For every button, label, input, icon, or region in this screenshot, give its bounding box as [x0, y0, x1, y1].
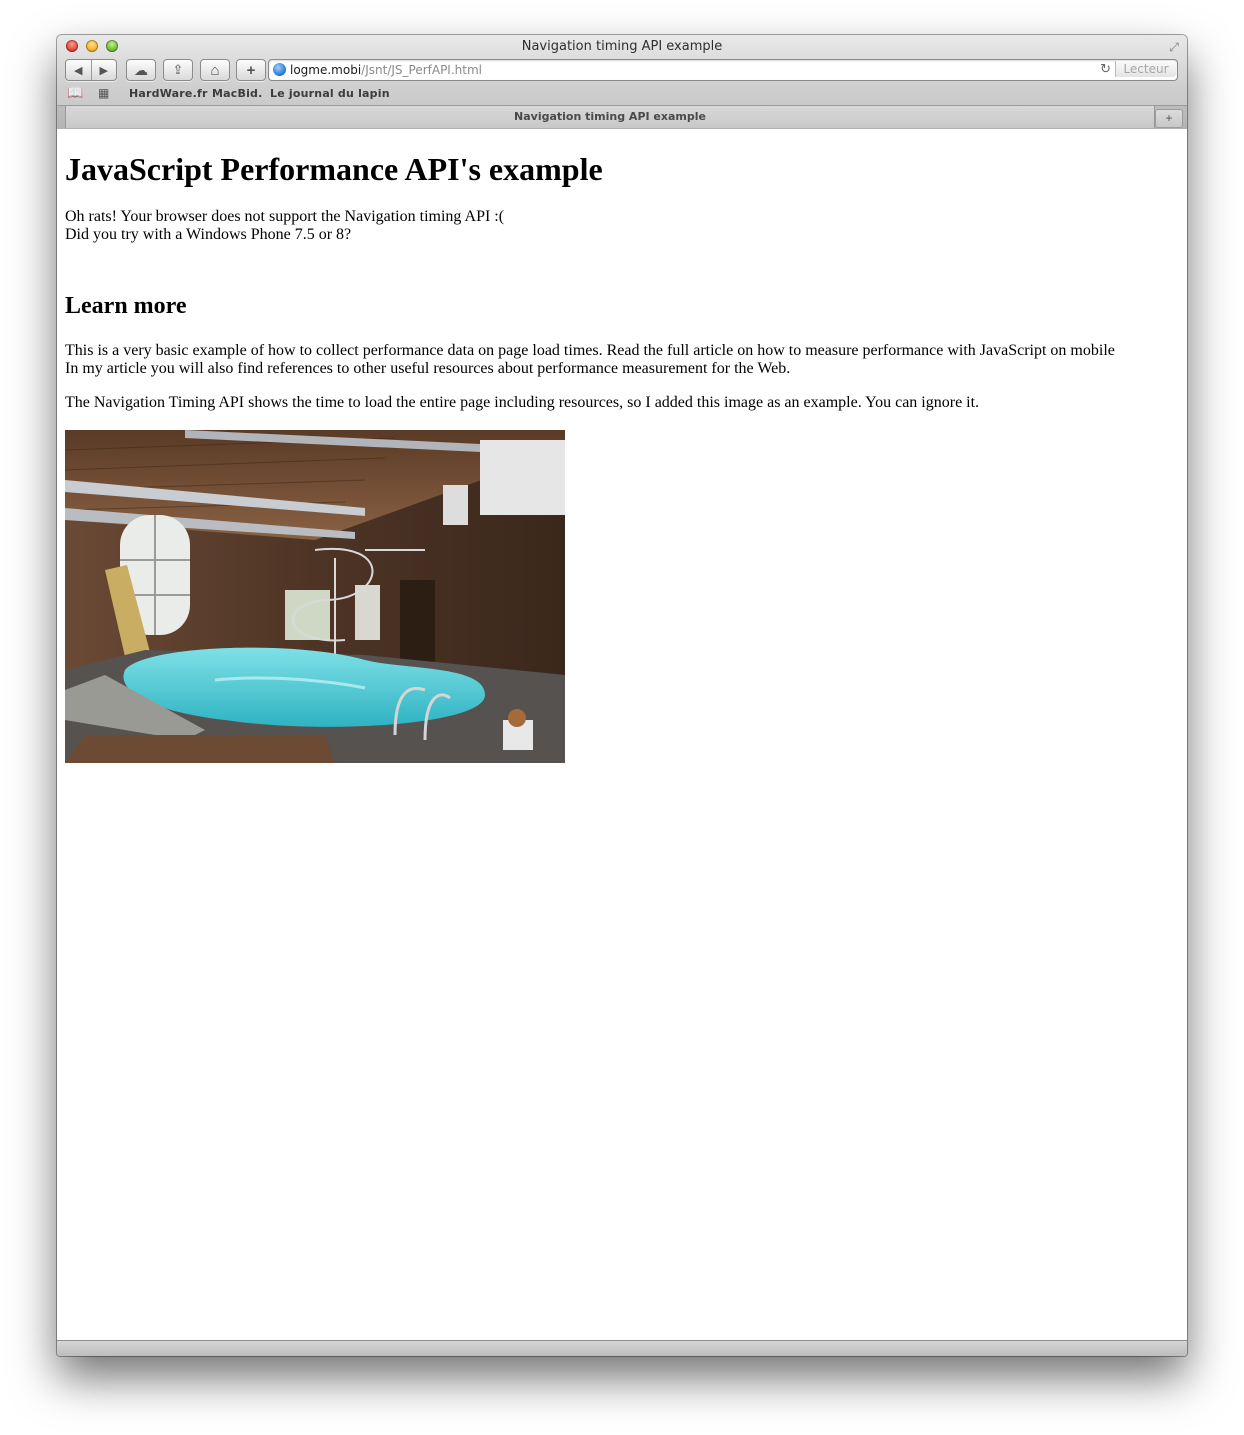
timing-note: The Navigation Timing API shows the time to load the entire page including resources, so I added this image as an example. You can ignore it. [65, 394, 980, 411]
status-bar [57, 1340, 1187, 1356]
unsupported-line-1: Oh rats! Your browser does not support the Navigation timing API :( [65, 208, 505, 225]
browser-window [57, 35, 1187, 1356]
back-button[interactable]: ◀ [74, 64, 83, 77]
learn-more-line-1: This is a very basic example of how to collect performance data on page load times. Read the full article on how to measure performance with JavaScript on mobile [65, 342, 1115, 359]
cloud-icon: ☁ [134, 61, 148, 78]
learn-more-paragraph [65, 342, 1175, 378]
reading-list-icon[interactable]: 📖 [67, 86, 84, 101]
share-button[interactable] [163, 59, 193, 81]
home-button[interactable] [200, 59, 230, 81]
add-bookmark-button[interactable] [236, 59, 266, 81]
tab-bar [57, 105, 1187, 129]
url-path: /Jsnt/JS_PerfAPI.html [361, 63, 482, 77]
page-title: JavaScript Performance API's example [65, 151, 603, 187]
unsupported-line-2: Did you try with a Windows Phone 7.5 or 8? [65, 226, 352, 243]
share-icon: ⇪ [172, 62, 184, 77]
globe-icon [273, 63, 286, 76]
forward-button[interactable]: ▶ [99, 64, 108, 77]
bookmark-macbid[interactable]: MacBid. [212, 87, 263, 100]
bookmark-journal-du-lapin[interactable]: Le journal du lapin [270, 87, 390, 100]
plus-icon: + [246, 61, 256, 79]
indoor-pool-photo [65, 430, 565, 763]
bookmark-hardware[interactable]: HardWare.fr [129, 87, 208, 100]
tab-active[interactable]: Navigation timing API example [65, 106, 1155, 128]
learn-more-heading: Learn more [65, 293, 187, 319]
top-sites-grid-icon[interactable]: ▦ [98, 86, 110, 100]
page-content [65, 129, 1175, 763]
browser-chrome [57, 35, 1187, 129]
address-bar[interactable] [268, 59, 1178, 81]
unsupported-message [65, 208, 1175, 244]
window-title: Navigation timing API example [521, 39, 723, 54]
home-icon: ⌂ [210, 61, 220, 79]
learn-more-line-2: In my article you will also find references to other useful resources about performance measurement for the Web. [65, 360, 791, 377]
url-host: logme.mobi [290, 63, 362, 77]
icloud-tabs-button[interactable] [126, 59, 156, 81]
reload-icon[interactable]: ↻ [1100, 62, 1111, 77]
fullscreen-icon[interactable]: ⤢ [1169, 40, 1179, 54]
toolbar [65, 59, 1179, 81]
reader-button[interactable]: Lecteur [1115, 61, 1176, 77]
url-text[interactable] [290, 60, 482, 80]
history-nav-group [65, 59, 117, 81]
new-tab-button[interactable]: + [1155, 109, 1183, 128]
